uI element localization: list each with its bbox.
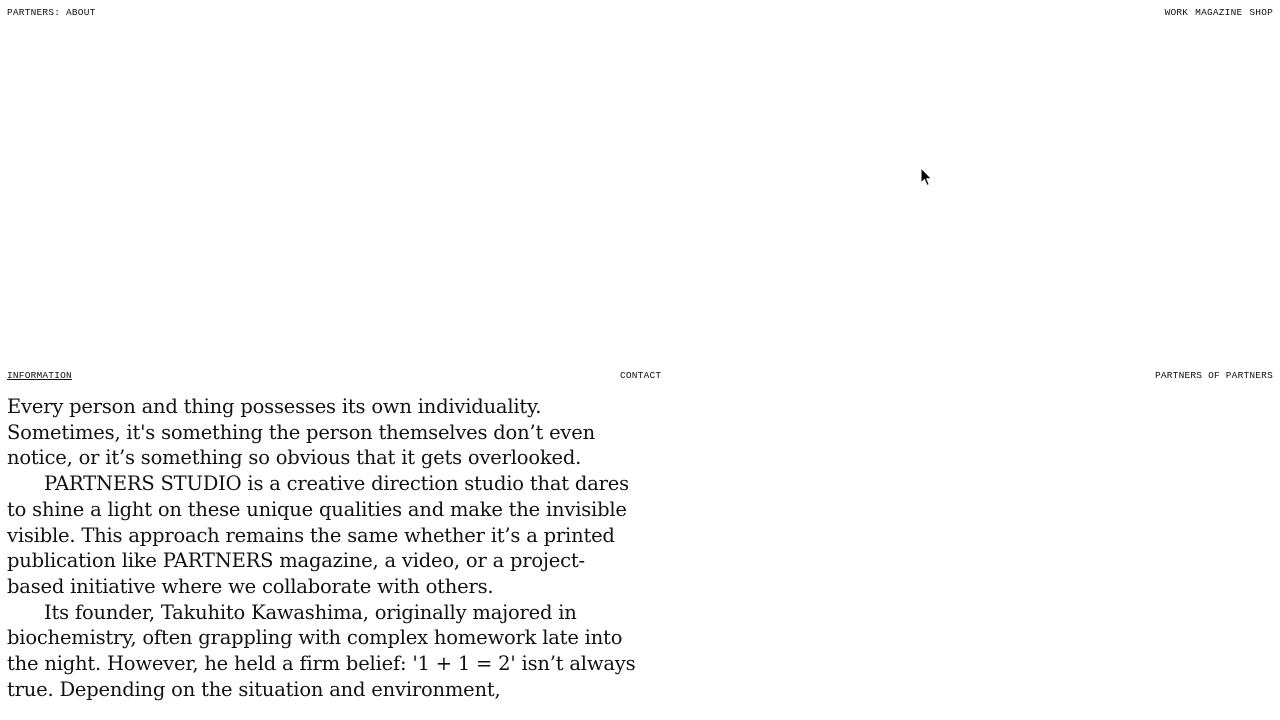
tab-information[interactable]: INFORMATION (7, 370, 72, 381)
about-text (7, 394, 639, 702)
nav-item-shop[interactable]: SHOP (1249, 6, 1273, 18)
paragraph-studio: PARTNERS STUDIO is a creative direction studio that dares to shine a light on these unique qualities and make the invisible visible. This approach remains the same whether it’s a printed publication like PARTNERS magazine, a video, or a project-based initiative where we collaborate with others. (7, 472, 629, 598)
tab-contact[interactable]: CONTACT (620, 370, 662, 381)
main-nav (1165, 7, 1273, 18)
breadcrumb[interactable]: PARTNERS: ABOUT (7, 6, 96, 18)
about-subnav (7, 370, 1273, 384)
nav-item-work[interactable]: WORK (1164, 6, 1189, 18)
paragraph-founder: Its founder, Takuhito Kawashima, originally majored in biochemistry, often grappling with complex homework late into the night. However, he held a firm belief: '1 + 1 = 2' isn’t always true. Depending on the situation and environment, (7, 600, 636, 701)
paragraph-intro: Every person and thing possesses its own individuality. Sometimes, it's something the person themselves don’t even notice, or it’s something so obvious that it gets overlooked. (7, 395, 595, 470)
tab-partners-of-partners[interactable]: PARTNERS OF PARTNERS (1154, 370, 1273, 381)
site-header (7, 5, 1273, 19)
nav-item-magazine[interactable]: MAGAZINE (1195, 6, 1243, 18)
mouse-cursor-icon (920, 167, 932, 187)
